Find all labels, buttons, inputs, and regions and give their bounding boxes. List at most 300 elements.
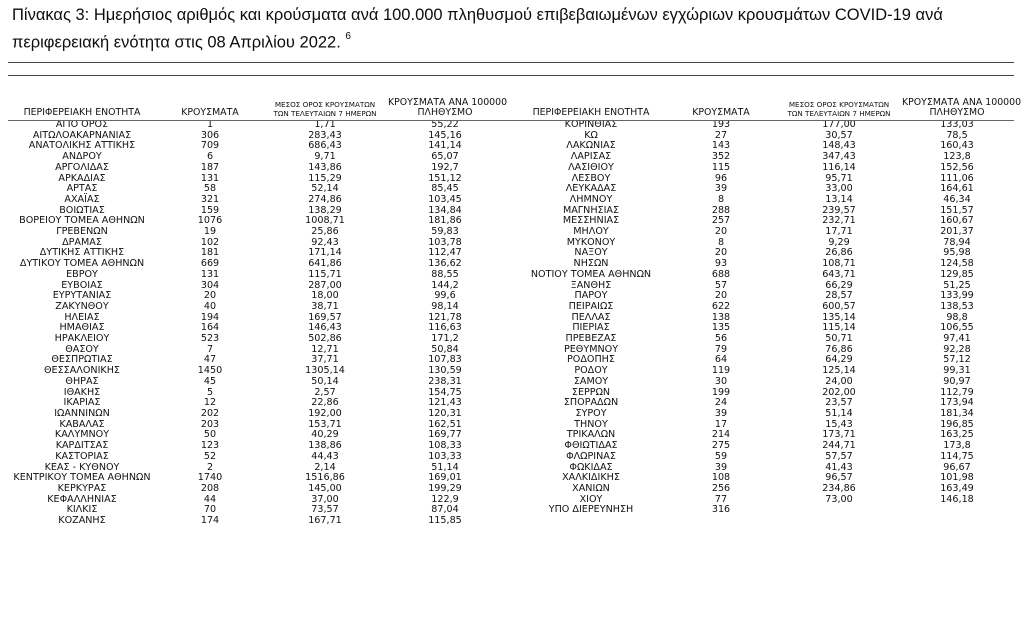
cases-cell: 316 [711,504,731,516]
avg-7days-cell: 148,43 [822,140,856,152]
per100k-cell: 101,98 [940,472,974,484]
avg-7days-cell: 96,57 [825,472,853,484]
left-table-body [6,120,502,527]
per100k-cell: 59,83 [431,226,459,238]
right-data-table [516,97,1022,516]
avg-7days-cell: 274,86 [308,193,342,205]
cases-cell: 96 [714,172,728,184]
avg-7days-cell: 1008,71 [305,215,345,227]
avg-7days-cell: 177,00 [822,119,856,130]
per100k-cell: 121,78 [428,311,462,323]
avg-7days-cell: 283,43 [308,129,342,141]
region-cell: ΙΚΑΡΙΑΣ [63,397,101,409]
cases-cell: 24 [714,397,728,409]
region-cell: ΡΟΔΟΥ [574,365,608,377]
per100k-cell: 152,56 [940,161,974,173]
cases-cell: 119 [711,365,731,377]
avg-7days-cell: 244,71 [822,440,856,452]
region-cell: ΙΘΑΚΗΣ [63,386,101,398]
region-cell: ΚΕΝΤΡΙΚΟΥ ΤΟΜΕΑ ΑΘΗΝΩΝ [13,472,151,484]
per100k-cell: 129,85 [940,268,974,280]
avg-7days-cell: 125,14 [822,365,856,377]
region-cell: ΠΕΛΛΑΣ [571,311,611,323]
region-cell: ΧΙΟΥ [579,493,603,505]
avg-7days-cell: 239,57 [822,204,856,216]
region-cell: ΦΩΚΙΔΑΣ [569,461,613,473]
avg-7days-cell: 169,57 [308,311,342,323]
avg-7days-cell: 52,14 [311,183,339,195]
table-row [516,270,1012,281]
per100k-cell: 121,43 [428,397,462,409]
region-cell: ΤΡΙΚΑΛΩΝ [566,429,616,441]
per100k-cell: 136,62 [428,258,462,270]
per100k-cell: 46,34 [943,193,971,205]
cases-cell: 257 [711,215,731,227]
cases-cell: 58 [203,183,217,195]
cases-cell: 57 [714,279,728,291]
cases-cell: 187 [200,161,220,173]
avg-7days-cell: 115,71 [308,268,342,280]
cases-cell: 70 [203,504,217,516]
avg-7days-cell: 115,14 [822,322,856,334]
table-caption [12,4,1012,55]
avg-7days-cell: 232,71 [822,215,856,227]
region-cell: ΗΡΑΚΛΕΙΟΥ [54,333,110,345]
region-cell: ΝΟΤΙΟΥ ΤΟΜΕΑ ΑΘΗΝΩΝ [530,268,652,280]
avg-7days-cell: 1305,14 [305,365,345,377]
per100k-cell: 133,99 [940,290,974,302]
region-cell: ΚΕΡΚΥΡΑΣ [57,482,107,494]
per100k-cell: 107,83 [428,354,462,366]
cases-cell: 256 [711,482,731,494]
cases-cell: 7 [206,343,214,355]
table-row [6,270,502,281]
region-cell: ΜΑΓΝΗΣΙΑΣ [562,204,620,216]
per100k-cell: 51,25 [943,279,971,291]
col-header-avg-line2: ΤΩΝ ΤΕΛΕΥΤΑΙΩΝ 7 ΗΜΕΡΩΝ [787,109,891,118]
avg-7days-cell: 38,71 [311,300,339,312]
top-divider [8,62,1014,63]
cases-cell: 275 [711,440,731,452]
col-header-avg-line1: ΜΕΣΟΣ ΟΡΟΣ ΚΡΟΥΣΜΑΤΩΝ [788,100,890,109]
per100k-cell: 144,2 [431,279,459,291]
per100k-cell: 55,22 [431,119,459,130]
cases-cell: 202 [200,407,220,419]
col-header-cases: ΚΡΟΥΣΜΑΤΑ [181,107,239,118]
cases-cell: 321 [200,193,220,205]
cases-cell: 2 [206,461,214,473]
per100k-cell: 145,16 [428,129,462,141]
per100k-cell: 115,85 [428,515,462,527]
per100k-cell: 97,41 [943,333,971,345]
per100k-cell: 130,59 [428,365,462,377]
col-header-per100k [388,97,508,120]
per100k-cell: 108,33 [428,440,462,452]
cases-cell: 709 [200,140,220,152]
per100k-cell: 163,25 [940,429,974,441]
cases-cell: 77 [714,493,728,505]
avg-7days-cell: 641,86 [308,258,342,270]
per100k-cell: 50,84 [431,343,459,355]
per100k-cell: 111,06 [940,172,974,184]
table-row [516,452,1012,463]
cases-cell: 199 [711,386,731,398]
per100k-cell: 160,67 [940,215,974,227]
per100k-cell: 124,58 [940,258,974,270]
region-cell: ΛΑΡΙΣΑΣ [570,151,612,163]
region-cell: ΝΗΣΩΝ [573,258,609,270]
cases-cell: 288 [711,204,731,216]
left-table-header [6,97,508,120]
region-cell: ΝΑΞΟΥ [574,247,608,259]
region-cell: ΑΓΙΟ ΟΡΟΣ [55,119,109,130]
region-cell: ΕΒΡΟΥ [66,268,98,280]
region-cell: ΠΙΕΡΙΑΣ [572,322,610,334]
region-cell: ΙΩΑΝΝΙΝΩΝ [54,407,110,419]
cases-cell: 131 [200,172,220,184]
region-cell: ΣΥΡΟΥ [575,407,607,419]
cases-cell: 135 [711,322,731,334]
avg-7days-cell: 643,71 [822,268,856,280]
cases-cell: 59 [714,450,728,462]
cases-cell: 1 [206,119,214,130]
region-cell: ΣΠΟΡΑΔΩΝ [563,397,619,409]
avg-7days-cell: 153,71 [308,418,342,430]
avg-7days-cell: 23,57 [825,397,853,409]
per100k-cell: 162,51 [428,418,462,430]
cases-cell: 50 [203,429,217,441]
avg-7days-cell: 30,57 [825,129,853,141]
col-header-per100k-line2: ΠΛΗΘΥΣΜΟ [417,107,473,118]
cases-cell: 17 [714,418,728,430]
per100k-cell: 120,31 [428,407,462,419]
cases-cell: 669 [200,258,220,270]
region-cell: ΔΡΑΜΑΣ [62,236,102,248]
region-cell: ΚΙΛΚΙΣ [66,504,98,516]
avg-7days-cell: 26,86 [825,247,853,259]
table-row [6,377,502,388]
per100k-cell: 181,34 [940,407,974,419]
avg-7days-cell: 40,29 [311,429,339,441]
cases-cell: 108 [711,472,731,484]
avg-7days-cell: 76,86 [825,343,853,355]
per100k-cell: 164,61 [940,183,974,195]
cases-cell: 138 [711,311,731,323]
per100k-cell: 90,97 [943,375,971,387]
avg-7days-cell: 73,00 [825,493,853,505]
region-cell: ΤΗΝΟΥ [574,418,608,430]
region-cell: ΚΕΑΣ - ΚΥΘΝΟΥ [44,461,120,473]
cases-cell: 688 [711,268,731,280]
avg-7days-cell: 2,57 [314,386,336,398]
avg-7days-cell: 167,71 [308,515,342,527]
region-cell: ΚΑΛΥΜΝΟΥ [54,429,110,441]
region-cell: ΑΝΑΤΟΛΙΚΗΣ ΑΤΤΙΚΗΣ [28,140,136,152]
region-cell: ΗΜΑΘΙΑΣ [59,322,105,334]
per100k-cell: 141,14 [428,140,462,152]
avg-7days-cell: 13,14 [825,193,853,205]
col-header-region: ΠΕΡΙΦΕΡΕΙΑΚΗ ΕΝΟΤΗΤΑ [532,107,650,118]
per100k-cell: 160,43 [940,140,974,152]
per100k-cell: 181,86 [428,215,462,227]
table-row [516,377,1012,388]
table-row [6,452,502,463]
per100k-cell: 95,98 [943,247,971,259]
header-underline [8,120,1014,121]
per100k-cell: 151,57 [940,204,974,216]
region-cell: ΧΑΛΚΙΔΙΚΗΣ [562,472,620,484]
per100k-cell: 123,8 [943,151,971,163]
cases-cell: 214 [711,429,731,441]
region-cell: ΔΥΤΙΚΟΥ ΤΟΜΕΑ ΑΘΗΝΩΝ [19,258,145,270]
region-cell: ΕΥΒΟΙΑΣ [61,279,103,291]
col-header-avg-line2: ΤΩΝ ΤΕΛΕΥΤΑΙΩΝ 7 ΗΜΕΡΩΝ [273,109,377,118]
region-cell: ΠΑΡΟΥ [574,290,608,302]
region-cell: ΚΕΦΑΛΛΗΝΙΑΣ [47,493,117,505]
cases-cell: 306 [200,129,220,141]
avg-7days-cell: 146,43 [308,322,342,334]
caption-footnote-marker: 6 [345,31,351,42]
per100k-cell: 146,18 [940,493,974,505]
cases-cell: 27 [714,129,728,141]
col-header-per100k-line2: ΠΛΗΘΥΣΜΟ [929,107,985,118]
table-row [516,484,1012,495]
region-cell: ΛΗΜΝΟΥ [569,193,613,205]
cases-cell: 20 [203,290,217,302]
avg-7days-cell: 173,71 [822,429,856,441]
region-cell: ΘΕΣΣΑΛΟΝΙΚΗΣ [44,365,120,377]
cases-cell: 20 [714,226,728,238]
cases-cell: 181 [200,247,220,259]
per100k-cell: 169,01 [428,472,462,484]
cases-cell: 56 [714,333,728,345]
region-cell: ΖΑΚΥΝΘΟΥ [55,300,109,312]
table-row [6,516,502,527]
cases-cell: 143 [711,140,731,152]
per100k-cell: 112,79 [940,386,974,398]
avg-7days-cell: 143,86 [308,161,342,173]
cases-cell: 159 [200,204,220,216]
left-data-table [6,97,508,527]
avg-7days-cell: 25,86 [311,226,339,238]
second-divider [8,75,1014,76]
region-cell: ΛΕΥΚΑΔΑΣ [565,183,617,195]
cases-cell: 115 [711,161,731,173]
region-cell: ΑΧΑΪΑΣ [64,193,100,205]
avg-7days-cell: 116,14 [822,161,856,173]
cases-cell: 40 [203,300,217,312]
per100k-cell: 103,78 [428,236,462,248]
per100k-cell: 154,75 [428,386,462,398]
avg-7days-cell: 73,57 [311,504,339,516]
avg-7days-cell: 1,71 [314,119,336,130]
region-cell: ΛΑΚΩΝΙΑΣ [566,140,616,152]
avg-7days-cell: 2,14 [314,461,336,473]
cases-cell: 5 [206,386,214,398]
cases-cell: 39 [714,461,728,473]
avg-7days-cell: 18,00 [311,290,339,302]
per100k-cell: 114,75 [940,450,974,462]
per100k-cell: 87,04 [431,504,459,516]
cases-cell: 523 [200,333,220,345]
avg-7days-cell: 44,43 [311,450,339,462]
avg-7days-cell: 50,14 [311,375,339,387]
region-cell: ΚΑΒΑΛΑΣ [59,418,105,430]
avg-7days-cell: 9,71 [314,151,336,163]
per100k-cell: 196,85 [940,418,974,430]
avg-7days-cell: 502,86 [308,333,342,345]
table-row [6,484,502,495]
per100k-cell: 171,2 [431,333,459,345]
avg-7days-cell: 37,71 [311,354,339,366]
avg-7days-cell: 115,29 [308,172,342,184]
avg-7days-cell: 287,00 [308,279,342,291]
region-cell: ΑΡΚΑΔΙΑΣ [58,172,106,184]
cases-cell: 93 [714,258,728,270]
avg-7days-cell: 64,29 [825,354,853,366]
per100k-cell: 92,28 [943,343,971,355]
cases-cell: 30 [714,375,728,387]
col-header-avg-line1: ΜΕΣΟΣ ΟΡΟΣ ΚΡΟΥΣΜΑΤΩΝ [274,100,376,109]
col-header-cases: ΚΡΟΥΣΜΑΤΑ [692,107,750,118]
avg-7days-cell: 234,86 [822,482,856,494]
avg-7days-cell: 92,43 [311,236,339,248]
cases-cell: 352 [711,151,731,163]
region-cell: ΚΑΡΔΙΤΣΑΣ [55,440,109,452]
per100k-cell: 78,94 [943,236,971,248]
region-cell: ΑΙΤΩΛΟΑΚΑΡΝΑΝΙΑΣ [32,129,132,141]
table-row [516,505,1012,516]
per100k-cell: 134,84 [428,204,462,216]
avg-7days-cell: 66,29 [825,279,853,291]
avg-7days-cell: 1516,86 [305,472,345,484]
avg-7days-cell: 57,57 [825,450,853,462]
table-row [6,163,502,174]
avg-7days-cell: 37,00 [311,493,339,505]
region-cell: ΗΛΕΙΑΣ [64,311,100,323]
avg-7days-cell: 108,71 [822,258,856,270]
right-table-header [516,97,1022,120]
per100k-cell: 106,55 [940,322,974,334]
region-cell: ΠΡΕΒΕΖΑΣ [565,333,617,345]
cases-cell: 164 [200,322,220,334]
cases-cell: 12 [203,397,217,409]
avg-7days-cell: 138,29 [308,204,342,216]
per100k-cell: 99,31 [943,365,971,377]
per100k-cell: 192,7 [431,161,459,173]
cases-cell: 52 [203,450,217,462]
cases-cell: 20 [714,290,728,302]
avg-7days-cell: 50,71 [825,333,853,345]
region-cell: ΘΑΣΟΥ [65,343,99,355]
cases-cell: 208 [200,482,220,494]
per100k-cell: 98,14 [431,300,459,312]
avg-7days-cell: 15,43 [825,418,853,430]
region-cell: ΥΠΟ ΔΙΕΡΕΥΝΗΣΗ [548,504,634,516]
region-cell: ΑΡΤΑΣ [66,183,98,195]
avg-7days-cell: 51,14 [825,407,853,419]
per100k-cell: 78,5 [946,129,968,141]
cases-cell: 1740 [197,472,223,484]
avg-7days-cell [776,505,902,516]
avg-7days-cell: 192,00 [308,407,342,419]
per100k-cell: 122,9 [431,493,459,505]
region-cell: ΡΕΘΥΜΝΟΥ [563,343,619,355]
cases-cell: 174 [200,515,220,527]
region-cell: ΦΘΙΩΤΙΔΑΣ [564,440,618,452]
region-cell: ΞΑΝΘΗΣ [570,279,612,291]
region-cell: ΛΑΣΙΘΙΟΥ [568,161,614,173]
cases-cell: 304 [200,279,220,291]
region-cell: ΑΝΔΡΟΥ [62,151,102,163]
region-cell: ΘΗΡΑΣ [65,375,99,387]
region-cell: ΘΕΣΠΡΩΤΙΑΣ [51,354,113,366]
per100k-cell: 163,49 [940,482,974,494]
cases-cell: 102 [200,236,220,248]
per100k-cell: 201,37 [940,226,974,238]
cases-cell: 123 [200,440,220,452]
avg-7days-cell: 135,14 [822,311,856,323]
region-cell: ΑΡΓΟΛΙΔΑΣ [55,161,109,173]
per100k-cell: 103,45 [428,193,462,205]
col-header-per100k-line1: ΚΡΟΥΣΜΑΤΑ ΑΝΑ 100000 [902,97,1022,108]
region-cell: ΓΡΕΒΕΝΩΝ [56,226,108,238]
region-cell: ΜΗΛΟΥ [573,226,609,238]
col-header-region: ΠΕΡΙΦΕΡΕΙΑΚΗ ΕΝΟΤΗΤΑ [23,107,141,118]
per100k-cell: 112,47 [428,247,462,259]
per100k-cell: 138,53 [940,300,974,312]
region-cell: ΒΟΙΩΤΙΑΣ [59,204,105,216]
col-header-avg-7days [262,97,388,120]
per100k-cell: 116,63 [428,322,462,334]
region-cell: ΣΕΡΡΩΝ [571,386,611,398]
avg-7days-cell: 28,57 [825,290,853,302]
region-cell: ΛΕΣΒΟΥ [571,172,611,184]
region-cell: ΚΑΣΤΟΡΙΑΣ [55,450,109,462]
avg-7days-cell: 22,86 [311,397,339,409]
cases-cell: 193 [711,119,731,130]
region-cell: ΔΥΤΙΚΗΣ ΑΤΤΙΚΗΣ [39,247,125,259]
avg-7days-cell: 347,43 [822,151,856,163]
per100k-cell: 103,33 [428,450,462,462]
per100k-cell: 99,6 [434,290,456,302]
per100k-cell [902,505,1012,516]
avg-7days-cell: 686,43 [308,140,342,152]
cases-cell: 20 [714,247,728,259]
avg-7days-cell: 138,86 [308,440,342,452]
cases-cell: 45 [203,375,217,387]
per100k-cell: 169,77 [428,429,462,441]
cases-cell: 79 [714,343,728,355]
avg-7days-cell: 17,71 [825,226,853,238]
avg-7days-cell: 202,00 [822,386,856,398]
per100k-cell: 199,29 [428,482,462,494]
region-cell: ΜΕΣΣΗΝΙΑΣ [562,215,620,227]
region-cell: ΚΩ [584,129,598,141]
per100k-cell: 173,8 [943,440,971,452]
avg-7days-cell: 145,00 [308,482,342,494]
per100k-cell: 88,55 [431,268,459,280]
cases-cell: 131 [200,268,220,280]
region-cell: ΚΟΖΑΝΗΣ [58,515,106,527]
cases-cell: 47 [203,354,217,366]
cases-cell: 19 [203,226,217,238]
region-cell: ΚΟΡΙΝΘΙΑΣ [564,119,618,130]
region-cell: ΕΥΡΥΤΑΝΙΑΣ [52,290,112,302]
avg-7days-cell: 171,14 [308,247,342,259]
table-row [516,163,1012,174]
col-header-per100k [902,97,1022,120]
